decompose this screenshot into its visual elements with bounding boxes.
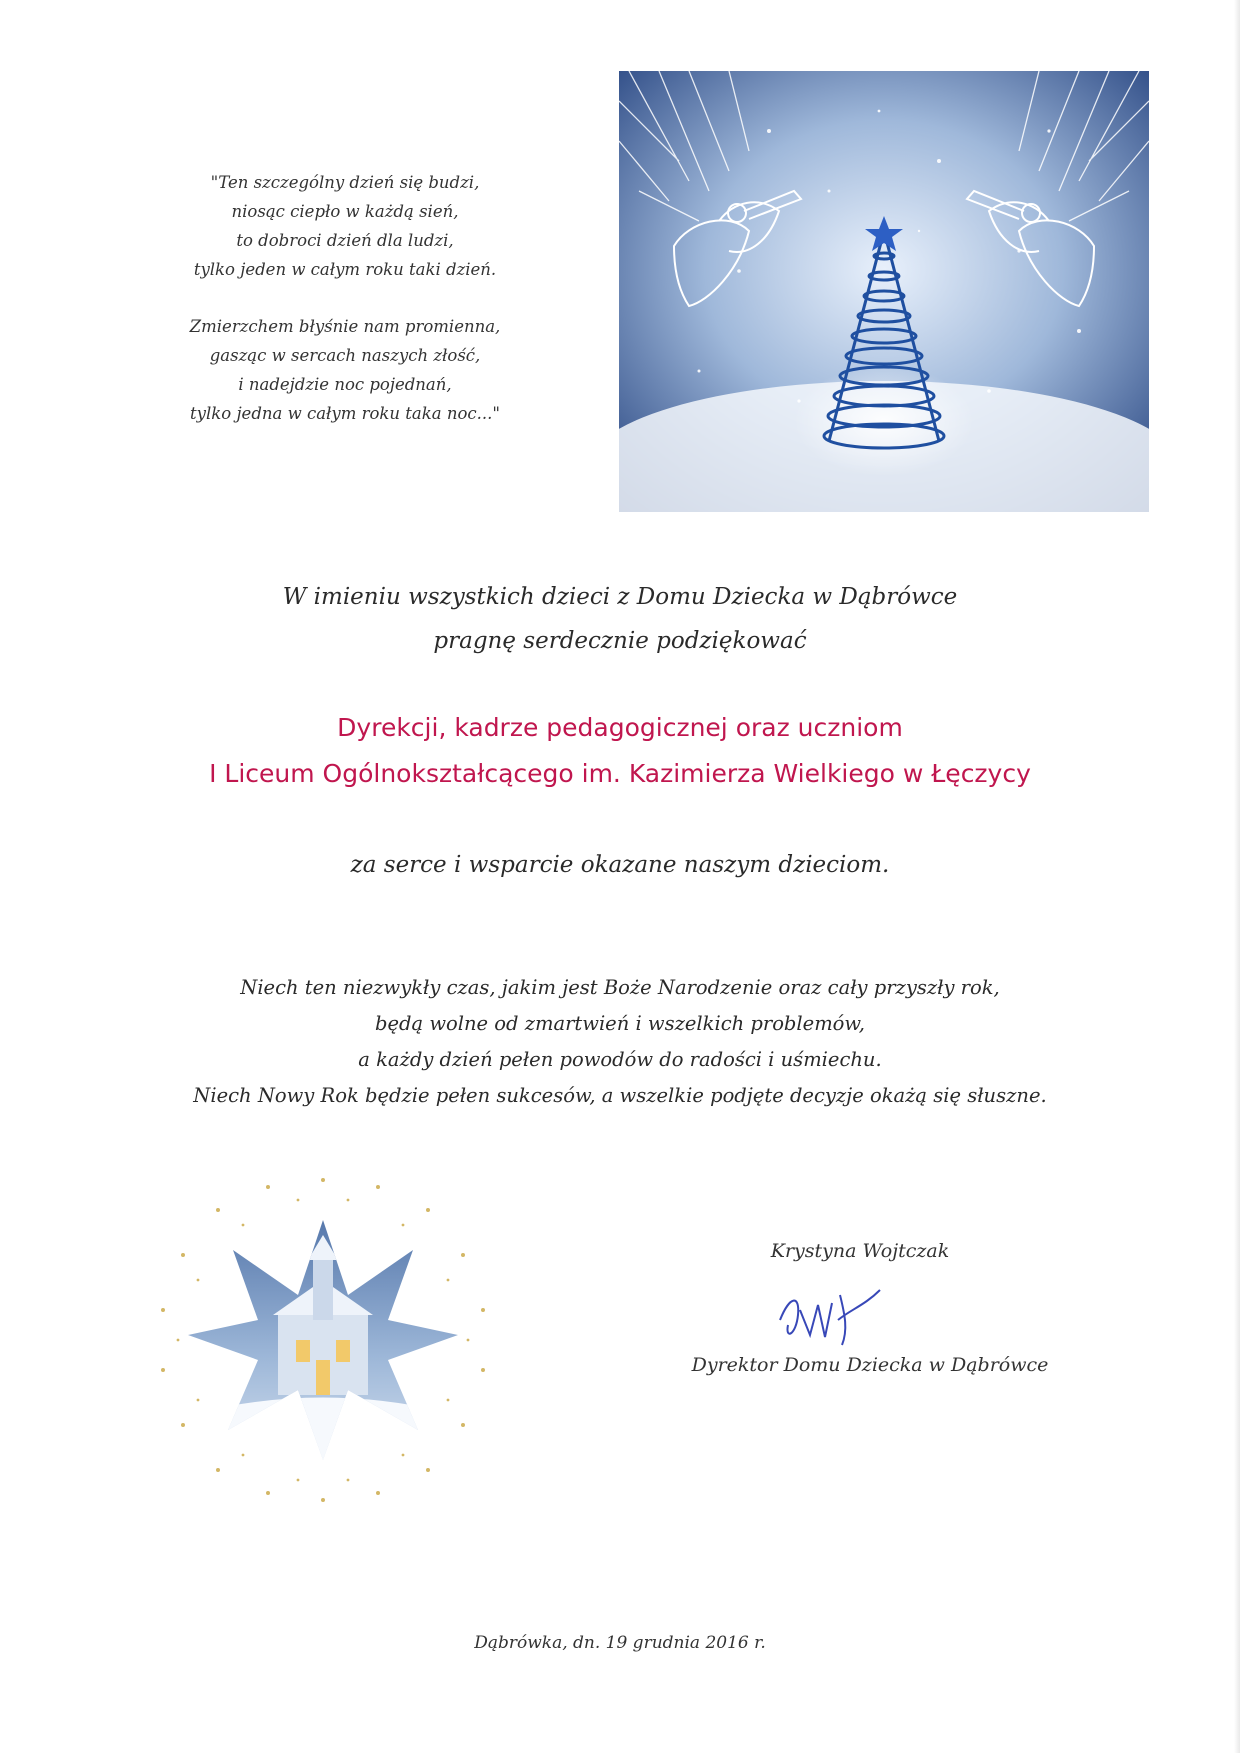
poem-line: "Ten szczególny dzień się budzi, bbox=[210, 173, 480, 192]
poem-line: tylko jeden w całym roku taki dzień. bbox=[193, 260, 497, 279]
handwritten-signature bbox=[770, 1275, 890, 1355]
christmas-tree-illustration bbox=[619, 71, 1149, 512]
wishes-line-1: Niech ten niezwykły czas, jakim jest Boże Narodzenie oraz cały przyszły rok, bbox=[240, 976, 1000, 999]
poem-line: Zmierzchem błyśnie nam promienna, bbox=[189, 317, 501, 336]
wishes-text bbox=[0, 970, 1240, 1114]
recipients-line-2: I Liceum Ogólnokształcącego im. Kazimierza Wielkiego w Łęczycy bbox=[209, 759, 1031, 788]
place-date: Dąbrówka, dn. 19 grudnia 2016 r. bbox=[474, 1633, 766, 1653]
thanks-text bbox=[0, 845, 1240, 885]
poem-stanza-1 bbox=[150, 168, 540, 284]
poem-line: to dobroci dzień dla ludzi, bbox=[236, 231, 454, 250]
wishes-line-3: a każdy dzień pełen powodów do radości i uśmiechu. bbox=[358, 1048, 882, 1071]
wishes-line-2: będą wolne od zmartwień i wszelkich problemów, bbox=[374, 1012, 865, 1035]
poem-stanza-2 bbox=[150, 312, 540, 428]
recipients-text bbox=[0, 705, 1240, 797]
intro-line-1: W imieniu wszystkich dzieci z Domu Dziecka w Dąbrówce bbox=[282, 584, 958, 610]
poem-line: gasząc w sercach naszych złość, bbox=[209, 346, 481, 365]
intro-text bbox=[0, 575, 1240, 663]
recipients-line-1: Dyrekcji, kadrze pedagogicznej oraz uczniom bbox=[337, 713, 903, 742]
winter-star-illustration bbox=[148, 1165, 498, 1515]
poem-line: niosąc ciepło w każdą sień, bbox=[231, 202, 459, 221]
signer-title: Dyrektor Domu Dziecka w Dąbrówce bbox=[691, 1354, 1049, 1376]
poem bbox=[150, 168, 540, 456]
signer-name: Krystyna Wojtczak bbox=[770, 1240, 950, 1262]
poem-line: i nadejdzie noc pojednań, bbox=[238, 375, 452, 394]
wishes-line-4: Niech Nowy Rok będzie pełen sukcesów, a wszelkie podjęte decyzje okażą się słuszne. bbox=[193, 1084, 1047, 1107]
thanks-line: za serce i wsparcie okazane naszym dzieciom. bbox=[350, 852, 890, 878]
intro-line-2: pragnę serdecznie podziękować bbox=[433, 628, 807, 654]
poem-line: tylko jedna w całym roku taka noc..." bbox=[190, 404, 500, 423]
